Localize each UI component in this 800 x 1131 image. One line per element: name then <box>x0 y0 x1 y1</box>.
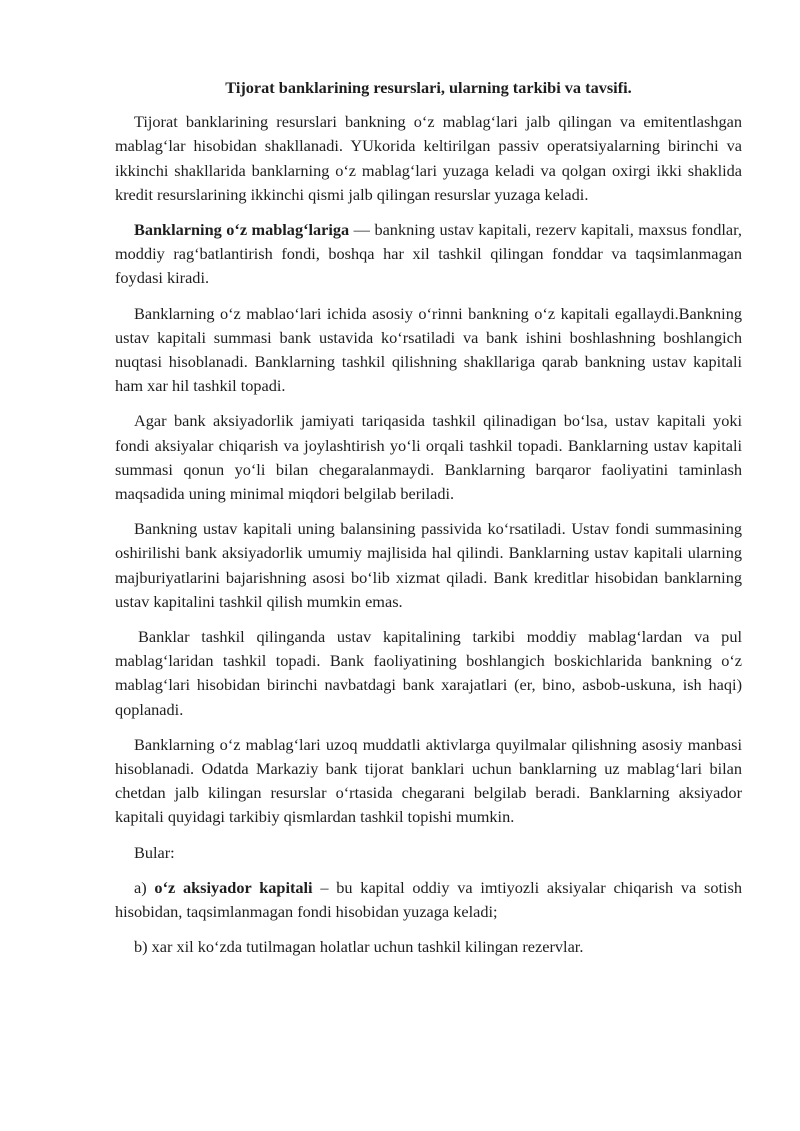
document-page <box>115 76 742 971</box>
paragraph-2-text: — bankning ustav kapitali, rezerv kapitali, maxsus fondlar, moddiy ragʻbatlantirish fondi, boshqa har xil tashkil qilingan fonddar va taqsimlanmagan foydasi kiradi. <box>115 220 742 288</box>
paragraph-6: Banklar tashkil qilinganda ustav kapitalining tarkibi moddiy mablagʻlardan va pul mablagʻlaridan tashkil topadi. Bank faoliyatining boshlangich boskichlarida bankning oʻz mablagʻlari hisobidan birinchi navbatdagi bank xarajatlari (er, bino, asbob-uskuna, ish haqi) qoplanadi. <box>115 627 742 719</box>
paragraph-4: Agar bank aksiyadorlik jamiyati tariqasida tashkil qilinadigan boʻlsa, ustav kapitali yoki fondi aksiyalar chiqarish va joylashtirish yoʻli orqali tashkil topadi. Banklarning ustav kapitali summasi qonun yoʻli bilan chegaralanmaydi. Banklarning barqaror faoliyatini taminlash maqsadida uning minimal miqdori belgilab beriladi. <box>115 411 742 504</box>
paragraph-5: Bankning ustav kapitali uning balansining passivida koʻrsatiladi. Ustav fondi summasining oshirilishi bank aksiyadorlik umumiy majlisida hal qilindi. Banklarning ustav kapitali ularning majburiyatlarini bajarishning asosi boʻlib xizmat qiladi. Bank kreditlar hisobidan banklarning ustav kapitalini tashkil qilish mumkin emas. <box>115 519 742 611</box>
paragraph-2-bold-term: Banklarning oʻz mablagʻlariga <box>134 220 350 240</box>
paragraph-8: Bular: <box>134 842 175 862</box>
paragraph-3: Banklarning oʻz mablaoʻlari ichida asosiy oʻrinni bankning oʻz kapitali egallaydi.Bankning ustav kapitali summasi bank ustavida koʻrsatiladi va bank ishini boshlashning boshlangich nuqtasi hisoblanadi. Banklarning tashkil qilishning shakllariga qarab bankning ustav kapitali ham xar hil tashkil topadi. <box>115 303 742 396</box>
paragraph-2 <box>115 218 742 291</box>
paragraph-7: Banklarning oʻz mablagʻlari uzoq muddatli aktivlarga quyilmalar qilishning asosiy manbasi hisoblanadi. Odatda Markaziy bank tijorat banklari uchun banklarning uz mablagʻlari bilan chetdan jalb kilingan resurslar oʻrtasida chegarani belgilab beradi. Banklarning aksiyador kapitali quyidagi tarkibiy qismlardan tashkil topishi mumkin. <box>115 734 742 827</box>
paragraph-1: Tijorat banklarining resurslari bankning oʻz mablagʻlari jalb qilingan va emitentlashgan mablagʻlar hisobidan shakllanadi. YUkorida keltirilgan passiv operatsiyalarning birinchi va ikkinchi shakllarida banklarning oʻz mablagʻlari yuzaga keladi va qolgan oxirgi ikki shaklida kredit resurslarining ikkinchi qismi jalb qilingan resurslar yuzaga keladi. <box>115 112 742 204</box>
paragraph-9-bold-term: oʻz aksiyador kapitali <box>154 877 313 897</box>
document-title: Tijorat banklarining resurslari, ularning tarkibi va tavsifi. <box>225 78 632 97</box>
paragraph-10: b) xar xil koʻzda tutilmagan holatlar uchun tashkil kilingan rezervlar. <box>134 937 584 957</box>
paragraph-9 <box>115 876 742 924</box>
paragraph-9-text: – bu kapital oddiy va imtiyozli aksiyalar chiqarish va sotish hisobidan, taqsimlanmagan fondi hisobidan yuzaga keladi; <box>115 877 743 922</box>
paragraph-9-prefix: a) <box>134 877 155 897</box>
